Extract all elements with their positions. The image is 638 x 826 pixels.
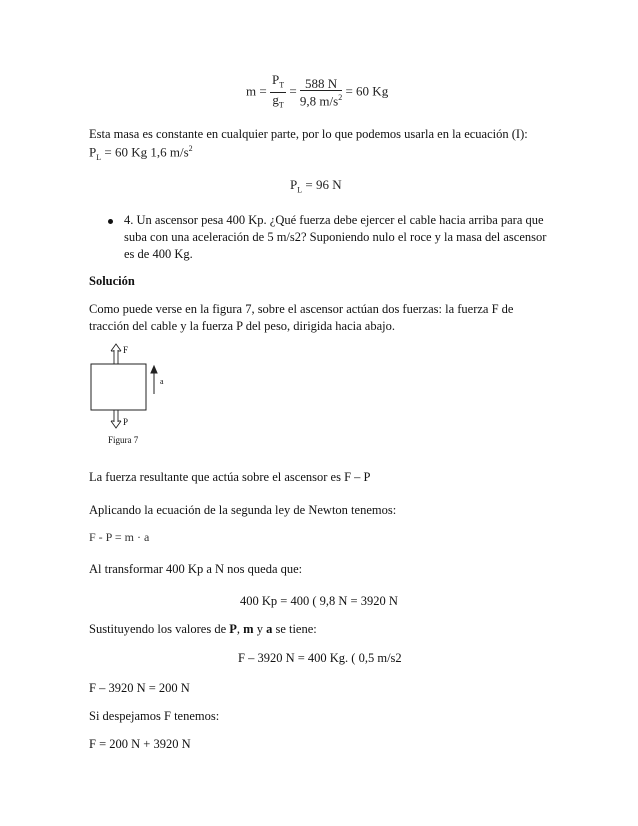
problem-line-1: 4. Un ascensor pesa 400 Kp. ¿Qué fuerza debe ejercer el cable hacia arriba para que xyxy=(124,213,544,227)
text-figure-line-2: tracción del cable y la fuerza P del peso, dirigida hacia abajo. xyxy=(89,319,395,333)
equation-substitution: F – 3920 N = 400 Kg. ( 0,5 m/s2 xyxy=(238,651,402,665)
equation-mass xyxy=(246,73,388,112)
equation-f-2: F = 200 N + 3920 N xyxy=(89,737,191,751)
figure-7-diagram xyxy=(86,342,186,450)
force-f-arrow xyxy=(111,344,121,364)
eq-mass-lhs: m = xyxy=(246,83,267,99)
equation-kp: 400 Kp = 400 ( 9,8 N = 3920 N xyxy=(240,594,398,608)
text-newton: Aplicando la ecuación de la segunda ley de Newton tenemos: xyxy=(89,503,397,517)
figure-label-p: P xyxy=(123,417,129,427)
problem-bullet xyxy=(108,219,113,224)
equation-f-1: F – 3920 N = 200 N xyxy=(89,681,190,695)
text-sustituyendo: Sustituyendo los valores de P, m y a se tiene: xyxy=(89,622,317,636)
eq-mass-equals: = xyxy=(289,83,297,99)
text-resultante: La fuerza resultante que actúa sobre el ascensor es F – P xyxy=(89,470,371,484)
figure-caption: Figura 7 xyxy=(108,435,139,445)
equation-newton: F - P = m · a xyxy=(89,530,150,544)
equation-pl-2: $P_L = 96$ N xyxy=(290,177,342,195)
text-despejamos: Si despejamos F tenemos: xyxy=(89,709,220,723)
text-figure-line-1: Como puede verse en la figura 7, sobre el ascensor actúan dos fuerzas: la fuerza F de xyxy=(89,302,514,316)
text-transformar: Al transformar 400 Kp a N nos queda que: xyxy=(89,562,303,576)
problem-line-3: es de 400 Kg. xyxy=(124,247,193,261)
text-masa: Esta masa es constante en cualquier parte, por lo que podemos usarla en la ecuación (I): xyxy=(89,127,528,141)
force-p-arrow xyxy=(111,410,121,428)
solution-heading: Solución xyxy=(89,274,135,288)
problem-line-2: suba con una aceleración de 5 m/s2? Suponiendo nulo el roce y la masa del ascensor xyxy=(124,230,547,244)
figure-label-f: F xyxy=(123,345,129,355)
eq-mass-result: = 60 Kg xyxy=(345,83,389,99)
eq-mass-fraction-1: $\frac{P_T}{g_T}$ xyxy=(271,72,285,110)
eq-mass-fraction-2: $\frac{588 N}{9,8 m/s^2}$ xyxy=(299,75,343,109)
equation-pl-1: $P_L = 60$ Kg 1,6 $m/s^2$ xyxy=(89,144,193,162)
figure-label-a: a xyxy=(160,377,164,386)
elevator-box xyxy=(91,364,146,410)
acceleration-arrow xyxy=(151,366,157,394)
